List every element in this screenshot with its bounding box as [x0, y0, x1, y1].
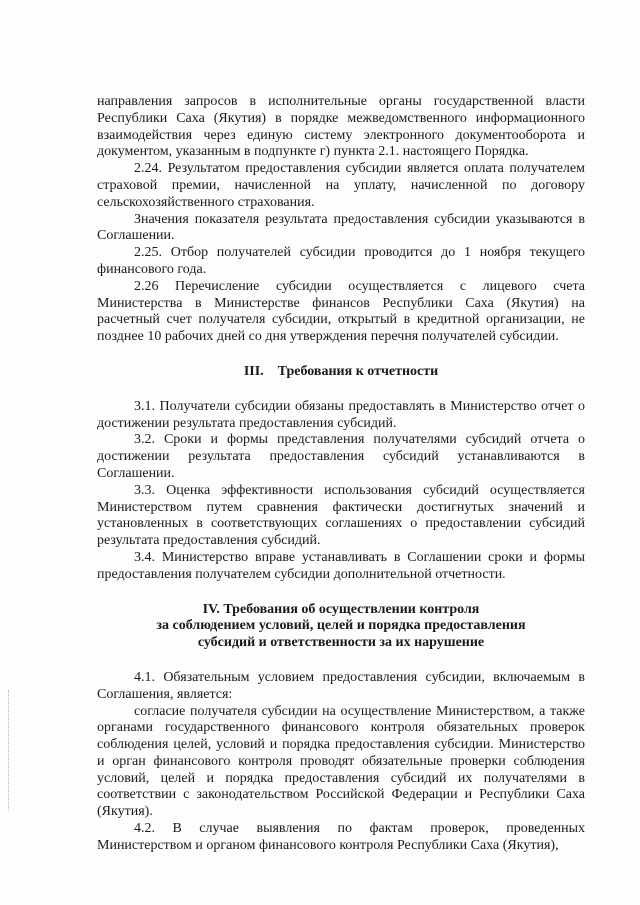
paragraph-2-24-values: Значения показателя результата предоставления субсидии указываются в Соглашении. — [97, 211, 585, 244]
paragraph-continuation: направления запросов в исполнительные органы государственной власти Республики Саха (Якутия) в порядке межведомственного информационного взаимодействия через единую систему электронного документооборота и документом, указанным в подпункте г) пункта 2.1. настоящего Порядка. — [97, 94, 585, 160]
paragraph-3-3: 3.3. Оценка эффективности использования субсидий осуществляется Министерством путем сравнения фактически достигнутых значений и установленных в соответствующих соглашениях о предоставлении субсидий результата предоставления субсидий. — [97, 482, 585, 549]
scan-margin-marks — [8, 690, 11, 810]
paragraph-3-2: 3.2. Сроки и формы представления получателями субсидий отчета о достижении результата предоставления субсидий устанавливаются в Соглашении. — [97, 432, 585, 481]
paragraph-3-4: 3.4. Министерство вправе устанавливать в Соглашении сроки и формы предоставления получателем субсидии дополнительной отчетности. — [97, 549, 585, 582]
paragraph-4-1-consent: согласие получателя субсидии на осуществление Министерством, а также органами государственного финансового контроля обязательных проверок соблюдения целей, условий и порядка предоставления субсидии. Министерство и орган финансового контроля проводят обязательные проверки соблюдения условий, целей и порядка предоставления субсидий их получателями в соответствии с законодательством Российской Федерации и Республики Саха (Якутия). — [97, 703, 585, 820]
section-4-heading-line-3: субсидий и ответственности за их нарушение — [197, 635, 485, 651]
paragraph-3-1: 3.1. Получатели субсидии обязаны предоставлять в Министерство отчет о достижении результата предоставления субсидий. — [97, 398, 585, 431]
paragraph-2-26: 2.26 Перечисление субсидии осуществляется с лицевого счета Министерства в Министерстве финансов Республики Саха (Якутия) на расчетный счет получателя субсидии, открытый в кредитной организации, не позднее 10 рабочих дней со дня утверждения перечня получателей субсидии. — [97, 278, 585, 345]
section-4-heading-line-1: IV. Требования об осуществлении контроля — [202, 601, 480, 617]
paragraph-2-25: 2.25. Отбор получателей субсидии проводится до 1 ноября текущего финансового года. — [97, 245, 585, 277]
paragraph-4-2: 4.2. В случае выявления по фактам проверок, проведенных Министерством и органом финансового контроля Республики Саха (Якутия), — [97, 821, 585, 853]
section-3-heading: III. Требования к отчетности — [243, 363, 439, 379]
paragraph-2-24: 2.24. Результатом предоставления субсидии является оплата получателем страховой премии, начисленной на уплату, начисленной по договору сельскохозяйственного страхования. — [97, 161, 585, 210]
section-4-heading-line-2: за соблюдением условий, целей и порядка предоставления — [156, 618, 526, 634]
document-body — [97, 94, 585, 855]
paragraph-4-1: 4.1. Обязательным условием предоставления субсидии, включаемым в Соглашения, является: — [97, 669, 585, 702]
